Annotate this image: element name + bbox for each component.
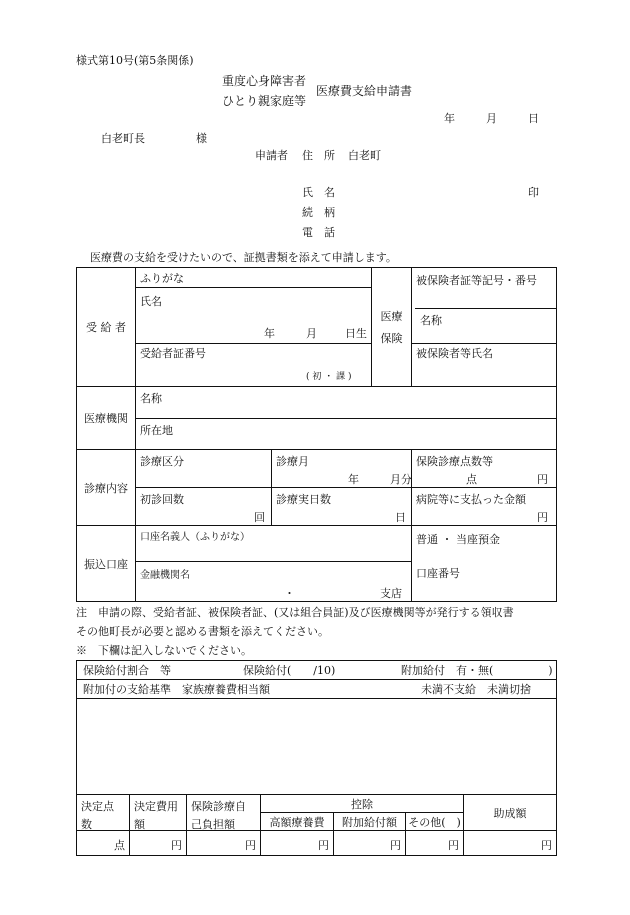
institution-table bbox=[76, 386, 557, 450]
value-cost: 円 bbox=[130, 831, 187, 856]
insured-cert-field[interactable]: 被保険者証等記号・番号 bbox=[412, 268, 557, 344]
applicant-address-value: 白老町 bbox=[348, 149, 381, 162]
applicant-phone-label: 電 話 bbox=[302, 226, 335, 239]
col-additional: 附加給付額 bbox=[334, 813, 406, 831]
form-number: 様式第10号(第5条関係) bbox=[76, 54, 194, 67]
account-field[interactable]: 普通 ・ 当座預金 口座番号 bbox=[412, 526, 557, 602]
bank-table bbox=[76, 525, 557, 602]
treatment-month-field[interactable]: 診療月 年 月分 bbox=[272, 450, 412, 488]
paid-amount-field[interactable]: 病院等に支払った金額 円 bbox=[412, 488, 557, 526]
col-decided-points: 決定点 数 bbox=[77, 795, 130, 831]
note-line3: ※ 下欄は記入しないでください。 bbox=[76, 644, 252, 657]
institution-name-field[interactable]: 名称 bbox=[136, 387, 557, 419]
addressee-honorific: 様 bbox=[196, 132, 207, 145]
benefit-ratio-row: 保険給付割合 等 保険給付( /10) 附加給付 有・無( ) bbox=[77, 661, 557, 680]
value-high: 円 bbox=[261, 831, 334, 856]
col-other: その他( ) bbox=[406, 813, 464, 831]
account-holder-field[interactable]: 口座名義人（ふりがな） bbox=[136, 526, 412, 562]
furigana-field[interactable]: ふりがな bbox=[136, 268, 372, 288]
recipient-cert-field[interactable]: 受給者証番号 ( 初 ・ 課 ) bbox=[136, 344, 372, 387]
value-subsidy: 円 bbox=[464, 831, 557, 856]
title-line2: ひとり親家庭等 bbox=[222, 94, 307, 108]
col-subsidy: 助成額 bbox=[464, 795, 557, 831]
first-visits-field[interactable]: 初診回数 回 bbox=[136, 488, 272, 526]
page-title: 医療費支給申請書 bbox=[316, 84, 413, 98]
applicant-relation-label: 続 柄 bbox=[302, 206, 335, 219]
office-table bbox=[76, 660, 557, 856]
applicant-address-label: 住 所 bbox=[302, 149, 335, 162]
note-line1: 注 申請の際、受給者証、被保険者証、(又は組合員証)及び医療機関等が発行する領収書 bbox=[76, 606, 514, 619]
value-points: 点 bbox=[77, 831, 130, 856]
insurance-name-label: 名称 bbox=[420, 314, 442, 327]
treatment-points-field[interactable]: 保険診療点数等 点 円 bbox=[412, 450, 557, 488]
recipient-name-field[interactable]: 氏名 年 月 日生 bbox=[136, 288, 372, 344]
date-year: 年 bbox=[444, 112, 455, 125]
institution-label: 医療機関 bbox=[77, 387, 136, 450]
col-high-cost: 高額療養費 bbox=[261, 813, 334, 831]
note-line2: その他町長が必要と認める書類を添えてください。 bbox=[76, 625, 329, 638]
insured-name-field[interactable]: 被保険者等氏名 bbox=[412, 344, 557, 387]
treatment-label: 診療内容 bbox=[77, 450, 136, 526]
institution-address-field[interactable]: 所在地 bbox=[136, 419, 557, 450]
date-day: 日 bbox=[528, 112, 539, 125]
bank-label: 振込口座 bbox=[77, 526, 136, 602]
col-decided-cost: 決定費用 額 bbox=[130, 795, 187, 831]
value-self: 円 bbox=[187, 831, 261, 856]
office-memo-area bbox=[77, 699, 557, 795]
actual-days-field[interactable]: 診療実日数 日 bbox=[272, 488, 412, 526]
recipient-label: 受 給 者 bbox=[77, 268, 136, 387]
value-additional: 円 bbox=[334, 831, 406, 856]
value-other: 円 bbox=[406, 831, 464, 856]
seal-mark: 印 bbox=[528, 186, 539, 199]
col-self-pay: 保険診療自 己負担額 bbox=[187, 795, 261, 831]
addressee-name: 白老町長 bbox=[101, 132, 145, 145]
treatment-table bbox=[76, 449, 557, 526]
col-deduction: 控除 bbox=[261, 795, 464, 813]
date-month: 月 bbox=[486, 112, 497, 125]
applicant-name-label: 氏 名 bbox=[302, 186, 335, 199]
insurance-label: 医療 保険 bbox=[372, 268, 412, 387]
standard-row: 附加付の支給基準 家族療養費相当額 未満不支給 未満切捨 bbox=[77, 680, 557, 699]
intro-text: 医療費の支給を受けたいので、証拠書類を添えて申請します。 bbox=[90, 251, 397, 264]
title-line1: 重度心身障害者 bbox=[222, 74, 307, 88]
applicant-label: 申請者 bbox=[255, 149, 288, 162]
bank-name-field[interactable]: 金融機関名 ・ 支店 bbox=[136, 562, 412, 602]
treatment-category-field[interactable]: 診療区分 bbox=[136, 450, 272, 488]
